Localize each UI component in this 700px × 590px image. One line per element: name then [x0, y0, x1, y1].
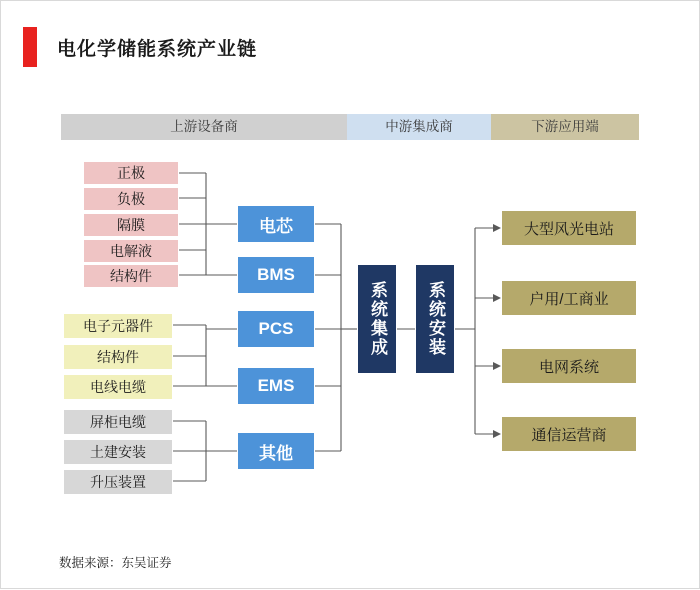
band-midstream: 中游集成商 — [347, 114, 491, 140]
node-downstream-0[interactable]: 大型风光电站 — [501, 210, 637, 246]
node-downstream-1[interactable]: 户用/工商业 — [501, 280, 637, 316]
node-midstream-unit-2[interactable]: PCS — [237, 310, 315, 348]
node-upstream-material-2[interactable]: 隔膜 — [83, 213, 179, 237]
node-system-integration[interactable]: 系统集成 — [357, 264, 397, 374]
node-downstream-3[interactable]: 通信运营商 — [501, 416, 637, 452]
node-system-installation[interactable]: 系统安装 — [415, 264, 455, 374]
node-upstream-component-1[interactable]: 结构件 — [63, 344, 173, 370]
node-midstream-unit-3[interactable]: EMS — [237, 367, 315, 405]
node-upstream-other-0[interactable]: 屏柜电缆 — [63, 409, 173, 435]
page-title — [23, 27, 257, 67]
source-note: 数据来源：东吴证券 — [59, 556, 172, 570]
node-upstream-material-0[interactable]: 正极 — [83, 161, 179, 185]
node-upstream-component-0[interactable]: 电子元器件 — [63, 313, 173, 339]
node-upstream-material-1[interactable]: 负极 — [83, 187, 179, 211]
node-downstream-2[interactable]: 电网系统 — [501, 348, 637, 384]
band-upstream: 上游设备商 — [61, 114, 347, 140]
node-midstream-unit-0[interactable]: 电芯 — [237, 205, 315, 243]
title-accent-bar — [23, 27, 37, 67]
title-text: 电化学储能系统产业链 — [57, 38, 258, 60]
node-upstream-other-1[interactable]: 土建安装 — [63, 439, 173, 465]
node-upstream-component-2[interactable]: 电线电缆 — [63, 374, 173, 400]
node-midstream-unit-1[interactable]: BMS — [237, 256, 315, 294]
band-downstream: 下游应用端 — [491, 114, 639, 140]
node-midstream-unit-4[interactable]: 其他 — [237, 432, 315, 470]
node-upstream-other-2[interactable]: 升压装置 — [63, 469, 173, 495]
node-upstream-material-3[interactable]: 电解液 — [83, 239, 179, 263]
node-upstream-material-4[interactable]: 结构件 — [83, 264, 179, 288]
